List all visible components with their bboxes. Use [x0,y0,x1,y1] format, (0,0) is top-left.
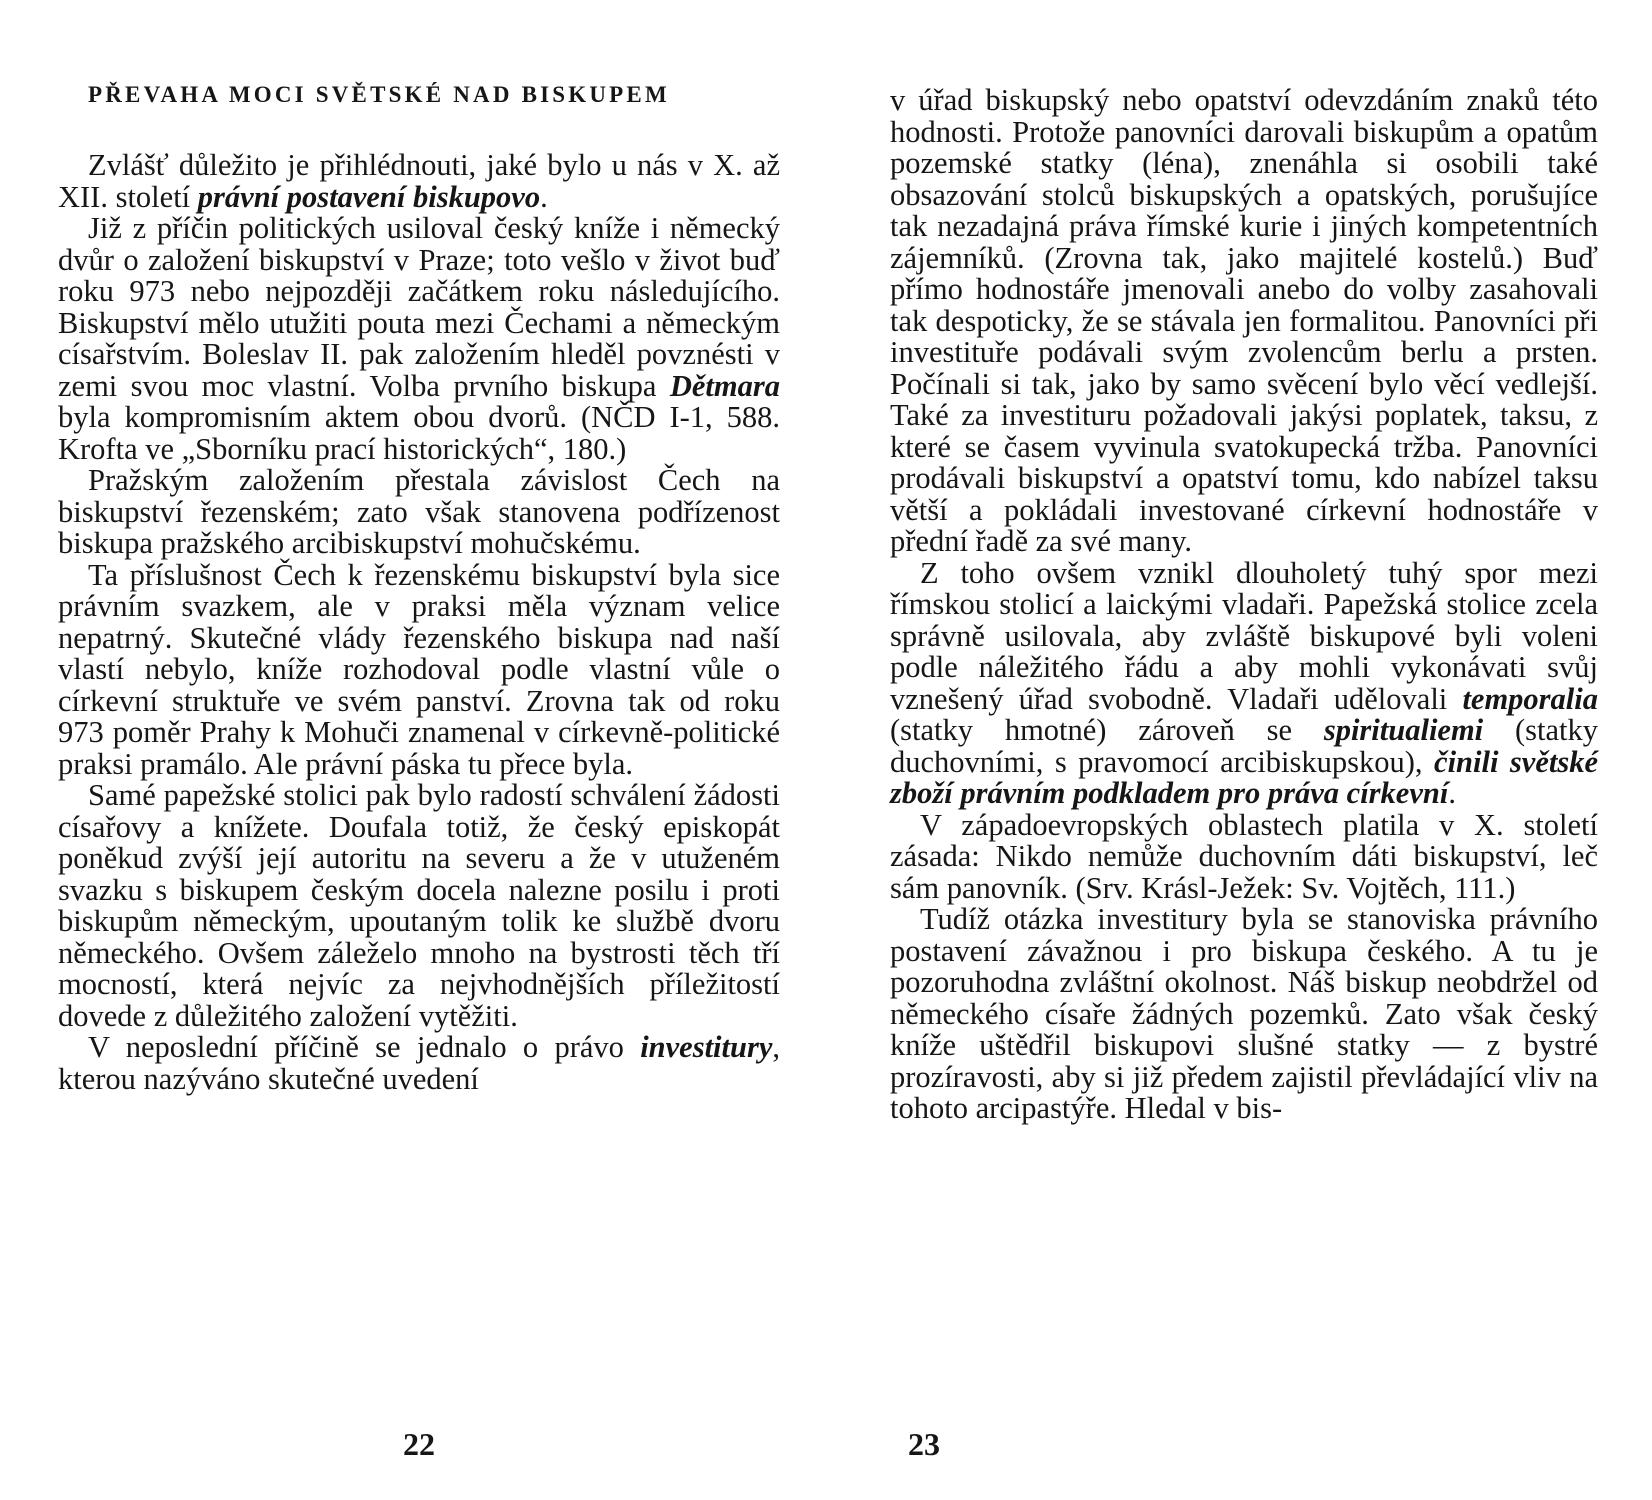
running-head: PŘEVAHA MOCI SVĚTSKÉ NAD BISKUPEM [88,82,670,107]
page-number: 23 [908,1426,940,1462]
paragraph: Zvlášť důležito je přihlédnouti, jaké bylo u nás v X. až XII. století právní postavení biskupovo. [58,148,780,214]
paragraph: Již z příčin politických usiloval český kníže i německý dvůr o založení biskupství v Praze; toto vešlo v život buď roku 973 nebo nejpozději začátkem roku následujícího. Biskupství mělo utužiti pouta mezi Čechami a německým císařstvím. Boleslav II. pak založením hleděl povznésti v zemi svou moc vlastní. Volba prvního biskupa Dětmara byla kompromisním aktem obou dvorů. (NČD I-1, 588. Krofta ve „Sborníku prací historických“, 180.) [58,211,780,466]
page-number: 22 [403,1426,435,1462]
emphasis: právní postavení biskupovo [197,179,541,214]
paragraph: V západoevropských oblastech platila v X. století zásada: Nikdo nemůže duchovním dáti biskupství, leč sám panovník. (Srv. Krásl-Ježek: Sv. Vojtěch, 111.) [890,807,1598,905]
paragraph: Z toho ovšem vznikl dlouholetý tuhý spor mezi římskou stolicí a laickými vladaři. Papežská stolice zcela správně usilovala, aby zvláště biskupové byli voleni podle náležitého řádu a aby mohli vykonávati svůj vznešený úřad svobodně. Vladaři udělovali temporalia (statky hmotné) zároveň se spiritualiemi (statky duchovními, s pravomocí arcibiskupskou), činili světské zboží právním podkladem pro práva církevní. [890,555,1598,810]
paragraph: v úřad biskupský nebo opatství odevzdáním znaků této hodnosti. Protože panovníci darovali biskupům a opatům pozemské statky (léna), znenáhla si osobili také obsazování stolců biskupských a opatských, porušujíce tak nezadajná práva římské kurie i jiných kompetentních zájemníků. (Zrovna tak, jako majitelé kostelů.) Buď přímo hodnostáře jmenovali anebo do volby zasahovali tak despoticky, že se stávala jen formalitou. Panovníci při investituře podávali svým zvolencům berlu a prsten. Počínali si tak, jako by samo svěcení bylo věcí vedlejší. Také za investituru požadovali jakýsi poplatek, taksu, z které se časem vyvinula svatokupecká tržba. Panovníci prodávali biskupství a opatství tomu, kdo nabízel taksu větší a pokládali investované církevní hodnostáře v přední řadě za své many. [890,83,1598,558]
paragraph: Ta příslušnost Čech k řezenskému biskupství byla sice právním svazkem, ale v praksi měla význam velice nepatrný. Skutečné vlády řezenského biskupa nad naší vlastí nebylo, kníže rozhodoval podle vlastní vůle o církevní struktuře ve svém panství. Zrovna tak od roku 973 poměr Prahy k Mohuči znamenal v církevně-politické praksi pramálo. Ale právní páska tu přece byla. [58,557,780,781]
right-page-body [890,85,1598,1125]
paragraph: Pražským založením přestala závislost Čech na biskupství řezenském; zato však stanovena podřízenost biskupa pražského arcibiskupství mohučskému. [58,463,780,560]
emphasis: spiritualiemi [1323,713,1484,747]
paragraph: Tudíž otázka investitury byla se stanoviska právního postavení závažnou i pro biskupa českého. A tu je pozoruhodna zvláštní okolnost. Náš biskup neobdržel od německého císaře žádných pozemků. Zato však český kníže uštědřil biskupovi slušné statky — z bystré prozíravosti, aby si již předem zajistil převládající vliv na tohoto arcipastýře. Hledal v bis- [890,902,1598,1125]
left-page [58,0,780,1500]
paragraph: V neposlední příčině se jednalo o právo investitury, kterou nazýváno skutečné uvedení [58,1030,780,1096]
emphasis: temporalia [1462,681,1598,716]
emphasis: činili světské zboží právním podkladem pro práva církevní [890,744,1598,810]
paragraph: Samé papežské stolici pak bylo radostí schválení žádosti císařovy a knížete. Doufala totiž, že český episkopát poněkud zvýší její autoritu na severu a že v utuženém svazku s biskupem českým docela nalezne posilu i proti biskupům německým, upoutaným tolik ke službě dvoru německého. Ovšem záleželo mnoho na bystrosti těch tří mocností, která nejvíc za nejvhodnějších příležitostí dovede z důležitého založení vytěžiti. [58,778,780,1033]
emphasis: Dětmara [669,368,780,403]
emphasis: investitury [640,1030,773,1064]
left-page-body [58,150,780,1095]
right-page [890,0,1598,1500]
